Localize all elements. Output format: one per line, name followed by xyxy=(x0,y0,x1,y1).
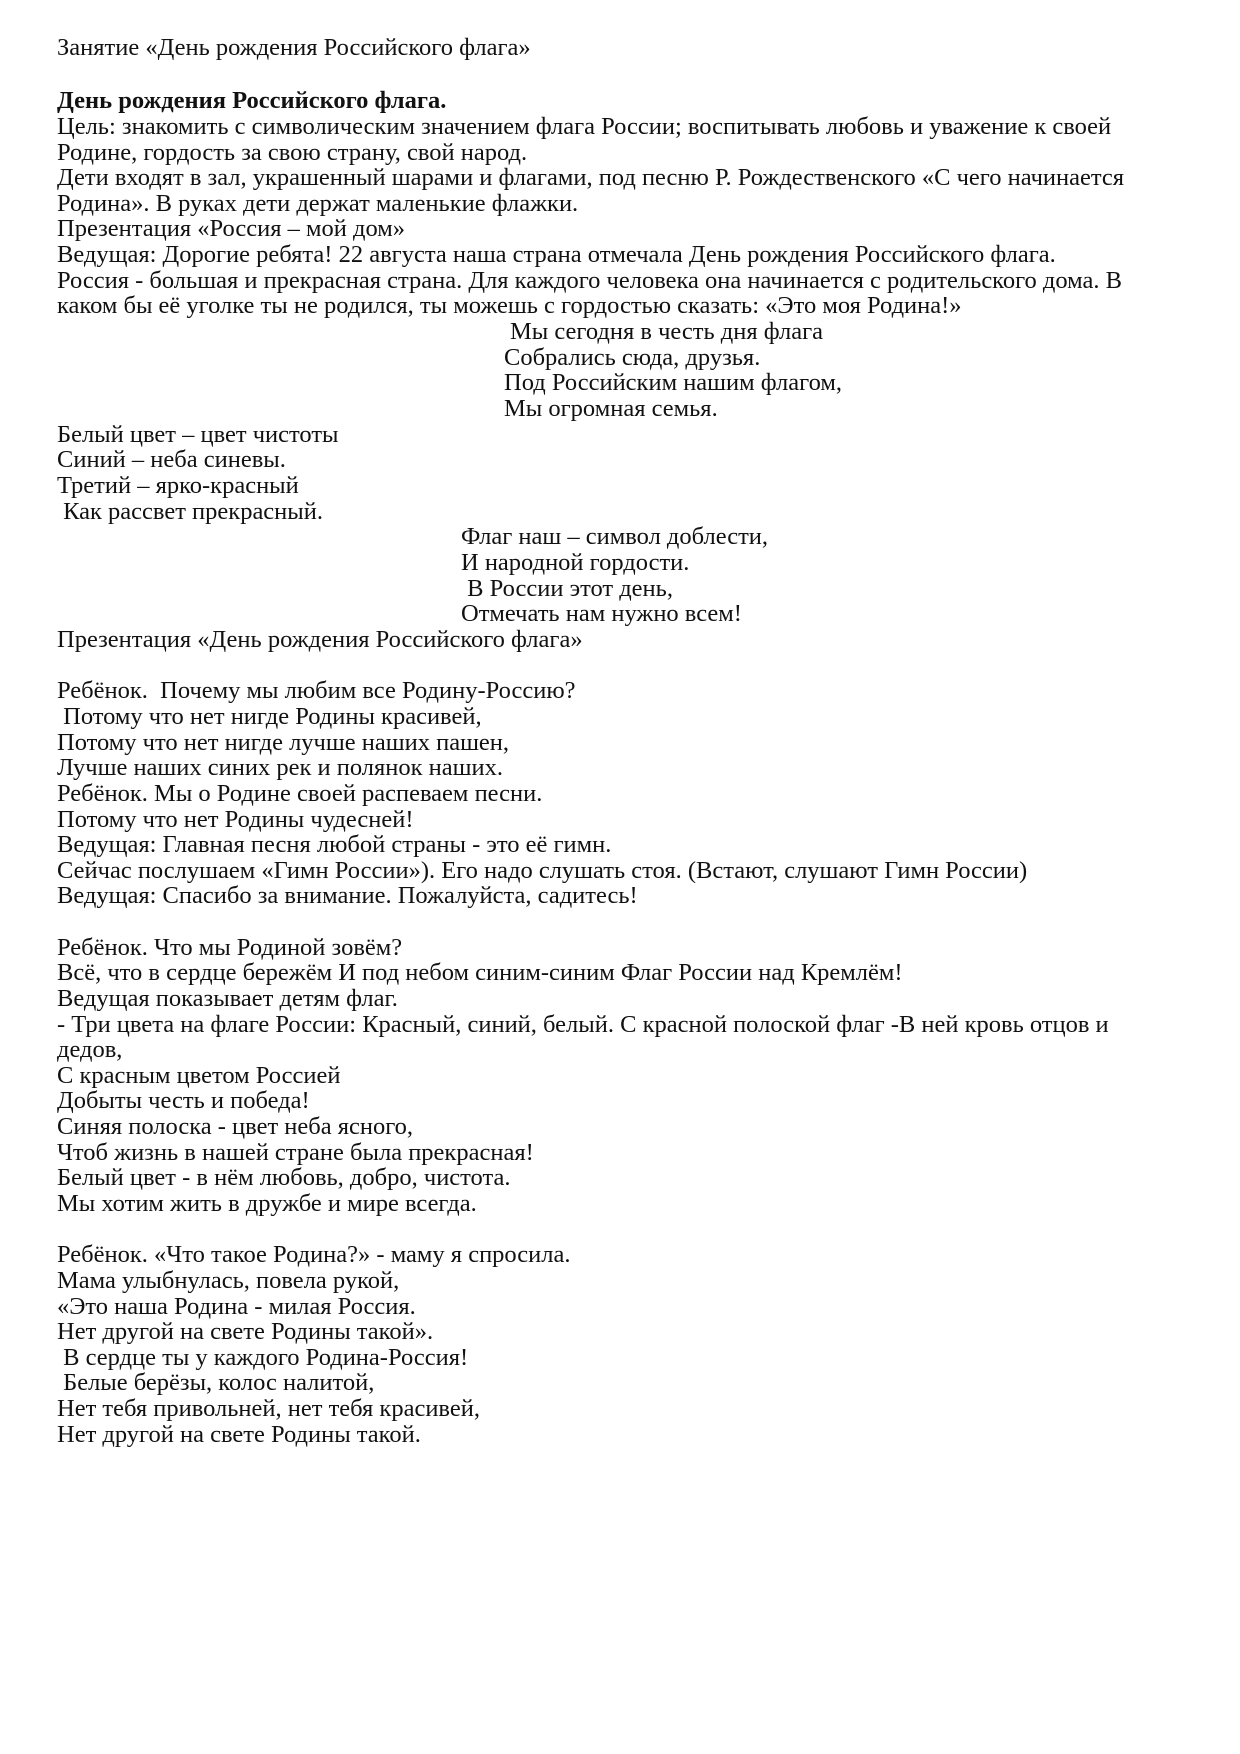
text-line: Мы хотим жить в дружбе и мире всегда. xyxy=(57,1190,477,1217)
poem-line: Под Российским нашим флагом, xyxy=(504,369,842,396)
text-line: Потому что нет Родины чудесней! xyxy=(57,806,414,833)
poem-line: Собрались сюда, друзья. xyxy=(504,344,761,371)
document-title: День рождения Российского флага. xyxy=(57,87,447,114)
intro-line: Россия - большая и прекрасная страна. Для каждого человека она начинается с родительского дома. В xyxy=(57,267,1122,294)
text-line: Нет другой на свете Родины такой». xyxy=(57,1318,434,1345)
text-line: Белые берёзы, колос налитой, xyxy=(57,1369,375,1396)
intro-line: Дети входят в зал, украшенный шарами и флагами, под песню Р. Рождественского «С чего начинается xyxy=(57,164,1125,191)
intro-line: Презентация «Россия – мой дом» xyxy=(57,215,406,242)
poem-line: Флаг наш – символ доблести, xyxy=(461,523,769,550)
poem-line: Мы огромная семья. xyxy=(504,395,718,422)
poem-line: Отмечать нам нужно всем! xyxy=(461,600,742,627)
lesson-heading: Занятие «День рождения Российского флага» xyxy=(57,34,531,61)
text-line: Ребёнок. Почему мы любим все Родину-Россию? xyxy=(57,677,576,704)
text-line: Нет другой на свете Родины такой. xyxy=(57,1421,421,1448)
text-line: «Это наша Родина - милая Россия. xyxy=(57,1293,416,1320)
text-line: Ребёнок. Мы о Родине своей распеваем песни. xyxy=(57,780,543,807)
text-line: Синяя полоска - цвет неба ясного, xyxy=(57,1113,414,1140)
text-line: Сейчас послушаем «Гимн России»). Его надо слушать стоя. (Встают, слушают Гимн России) xyxy=(57,857,1028,884)
text-line: Добыты честь и победа! xyxy=(57,1087,310,1114)
text-line: С красным цветом Россией xyxy=(57,1062,341,1089)
poem-line: Мы сегодня в честь дня флага xyxy=(510,318,824,345)
poem-line: Синий – неба синевы. xyxy=(57,446,286,473)
intro-line: Ведущая: Дорогие ребята! 22 августа наша страна отмечала День рождения Российского флага. xyxy=(57,241,1056,268)
text-line: Ведущая: Спасибо за внимание. Пожалуйста, садитесь! xyxy=(57,882,638,909)
poem-line: Белый цвет – цвет чистоты xyxy=(57,421,339,448)
text-line: Ведущая: Главная песня любой страны - это её гимн. xyxy=(57,831,612,858)
text-line: Мама улыбнулась, повела рукой, xyxy=(57,1267,400,1294)
text-line: Чтоб жизнь в нашей стране была прекрасная! xyxy=(57,1139,534,1166)
intro-line: Цель: знакомить с символическим значением флага России; воспитывать любовь и уважение к своей xyxy=(57,113,1112,140)
text-line: Ребёнок. «Что такое Родина?» - маму я спросила. xyxy=(57,1241,571,1268)
text-line: - Три цвета на флаге России: Красный, синий, белый. С красной полоской флаг -В ней кровь отцов и xyxy=(57,1011,1109,1038)
presentation-line: Презентация «День рождения Российского флага» xyxy=(57,626,583,653)
text-line: Потому что нет нигде Родины красивей, xyxy=(57,703,482,730)
text-line: Всё, что в сердце бережём И под небом синим-синим Флаг России над Кремлём! xyxy=(57,959,903,986)
poem-line: Третий – ярко-красный xyxy=(57,472,299,499)
intro-line: Родине, гордость за свою страну, свой народ. xyxy=(57,139,528,166)
text-line: Нет тебя привольней, нет тебя красивей, xyxy=(57,1395,480,1422)
text-line: Потому что нет нигде лучше наших пашен, xyxy=(57,729,510,756)
text-line: дедов, xyxy=(57,1036,123,1063)
text-line: Ведущая показывает детям флаг. xyxy=(57,985,398,1012)
intro-line: Родина». В руках дети держат маленькие флажки. xyxy=(57,190,579,217)
text-line: Лучше наших синих рек и полянок наших. xyxy=(57,754,504,781)
poem-line: И народной гордости. xyxy=(461,549,690,576)
text-line: Белый цвет - в нём любовь, добро, чистота. xyxy=(57,1164,511,1191)
poem-line: Как рассвет прекрасный. xyxy=(57,498,323,525)
text-line: В сердце ты у каждого Родина-Россия! xyxy=(57,1344,469,1371)
poem-line: В России этот день, xyxy=(461,575,673,602)
text-line: Ребёнок. Что мы Родиной зовём? xyxy=(57,934,403,961)
intro-line: каком бы её уголке ты не родился, ты можешь с гордостью сказать: «Это моя Родина!» xyxy=(57,292,962,319)
